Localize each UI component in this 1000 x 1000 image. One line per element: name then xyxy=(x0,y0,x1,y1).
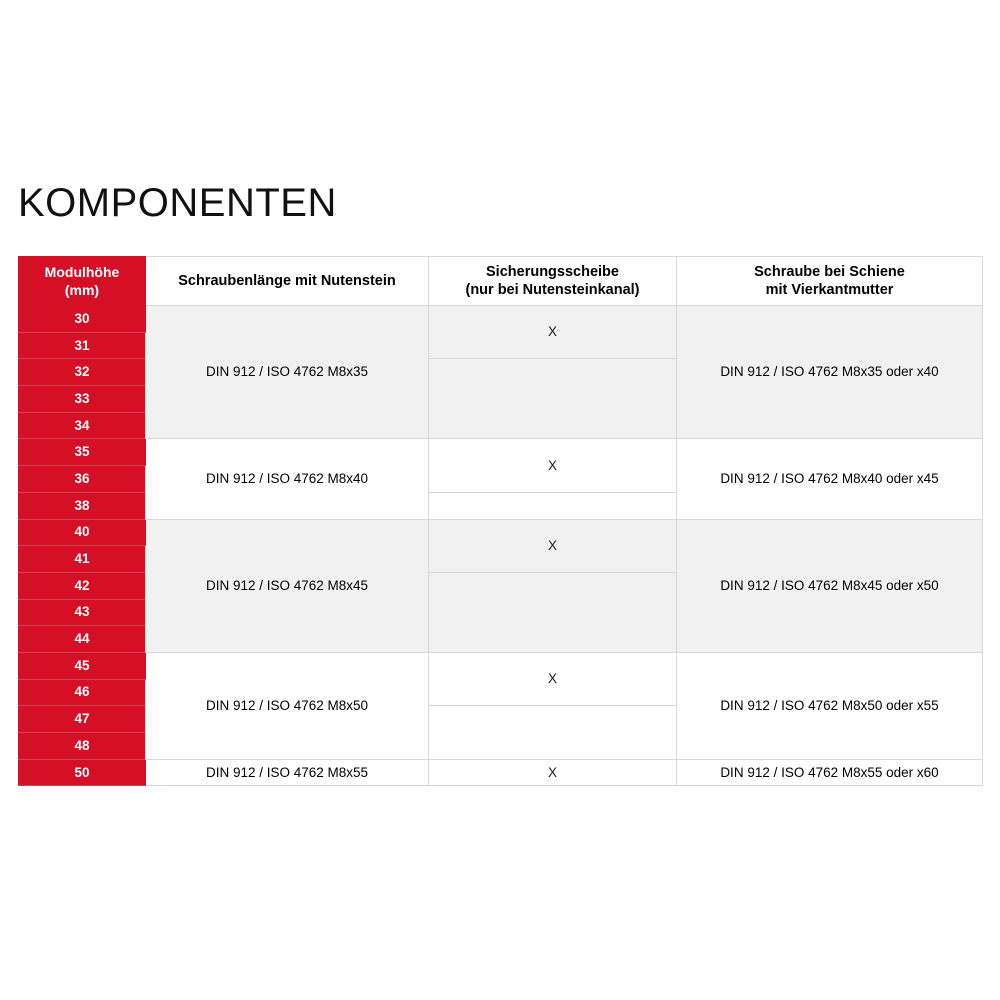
header-row xyxy=(19,257,983,306)
column-header-rail-screw xyxy=(677,257,983,306)
module-height-cell: 45 xyxy=(19,652,146,679)
module-height-cell: 44 xyxy=(19,626,146,653)
column-header-module-height xyxy=(19,257,146,306)
table-row xyxy=(19,652,983,679)
screw-length-cell: DIN 912 / ISO 4762 M8x35 xyxy=(146,306,429,439)
screw-length-label: Schraubenlänge mit Nutenstein xyxy=(178,273,396,289)
table-row xyxy=(19,519,983,546)
components-table xyxy=(18,256,983,786)
module-height-cell: 30 xyxy=(19,306,146,333)
x-mark: X xyxy=(547,537,557,553)
rail-screw-sublabel: mit Vierkantmutter xyxy=(765,282,894,298)
washer-empty-cell xyxy=(429,706,677,759)
table-header xyxy=(19,257,983,306)
washer-mark-cell xyxy=(429,439,677,492)
rail-screw-cell: DIN 912 / ISO 4762 M8x40 oder x45 xyxy=(677,439,983,519)
rail-screw-cell: DIN 912 / ISO 4762 M8x45 oder x50 xyxy=(677,519,983,652)
table-row xyxy=(19,306,983,333)
washer-note: (nur bei Nutensteinkanal) xyxy=(465,282,640,298)
module-height-cell: 48 xyxy=(19,733,146,760)
table-row xyxy=(19,439,983,466)
rail-screw-cell: DIN 912 / ISO 4762 M8x55 oder x60 xyxy=(677,759,983,786)
table-body xyxy=(19,306,983,786)
washer-mark-cell xyxy=(429,306,677,359)
module-height-cell: 47 xyxy=(19,706,146,733)
module-height-cell: 31 xyxy=(19,332,146,359)
column-header-screw-length xyxy=(146,257,429,306)
module-height-cell: 38 xyxy=(19,492,146,519)
module-height-cell: 42 xyxy=(19,572,146,599)
washer-mark-cell xyxy=(429,759,677,786)
rail-screw-cell: DIN 912 / ISO 4762 M8x50 oder x55 xyxy=(677,652,983,759)
module-height-cell: 40 xyxy=(19,519,146,546)
module-height-cell: 41 xyxy=(19,546,146,573)
washer-mark-cell xyxy=(429,652,677,705)
rail-screw-label: Schraube bei Schiene xyxy=(754,264,905,280)
washer-empty-cell xyxy=(429,359,677,439)
column-header-washer xyxy=(429,257,677,306)
x-mark: X xyxy=(547,671,557,687)
module-height-cell: 36 xyxy=(19,466,146,493)
washer-label: Sicherungsscheibe xyxy=(486,264,619,280)
washer-mark-cell xyxy=(429,519,677,572)
screw-length-cell: DIN 912 / ISO 4762 M8x55 xyxy=(146,759,429,786)
module-height-cell: 43 xyxy=(19,599,146,626)
module-height-cell: 50 xyxy=(19,759,146,786)
module-height-label: Modulhöhe xyxy=(44,264,120,280)
module-height-cell: 32 xyxy=(19,359,146,386)
x-mark: X xyxy=(547,764,557,780)
module-height-unit: (mm) xyxy=(64,282,100,298)
screw-length-cell: DIN 912 / ISO 4762 M8x45 xyxy=(146,519,429,652)
table-row xyxy=(19,759,983,786)
screw-length-cell: DIN 912 / ISO 4762 M8x50 xyxy=(146,652,429,759)
x-mark: X xyxy=(547,457,557,473)
page-title: KOMPONENTEN xyxy=(18,181,337,225)
washer-empty-cell xyxy=(429,492,677,519)
module-height-cell: 34 xyxy=(19,412,146,439)
washer-empty-cell xyxy=(429,572,677,652)
rail-screw-cell: DIN 912 / ISO 4762 M8x35 oder x40 xyxy=(677,306,983,439)
x-mark: X xyxy=(547,324,557,340)
module-height-cell: 35 xyxy=(19,439,146,466)
screw-length-cell: DIN 912 / ISO 4762 M8x40 xyxy=(146,439,429,519)
module-height-cell: 33 xyxy=(19,386,146,413)
module-height-cell: 46 xyxy=(19,679,146,706)
